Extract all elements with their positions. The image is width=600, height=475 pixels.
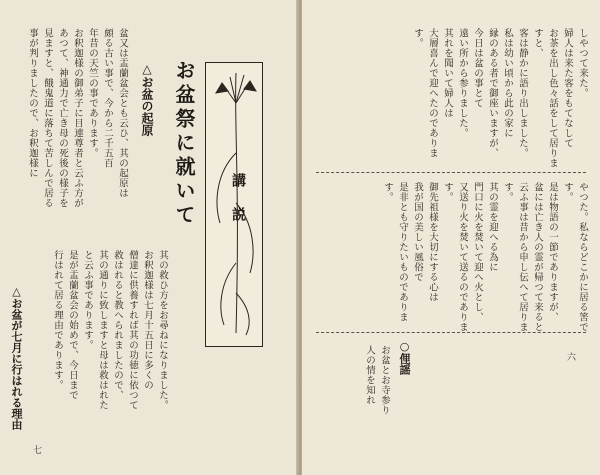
body-line: 婦人は来た客をもてなして [562,28,573,148]
note-body [332,345,392,445]
body-line: 其の霊を迎へる為に [487,182,498,272]
body-line: 今日は盆の事とて [472,28,483,108]
section2-body-extra [178,350,198,450]
banner-title: 講説 [230,173,246,241]
divider [316,172,586,173]
body-line: お釈迦様は七月十五日に多くの [142,250,153,390]
body-line: 其れを聞いて婦人は [442,28,453,118]
body-line: 行はれて居る理由であります。 [52,250,63,390]
note-heading: ○俚謡 [398,340,411,375]
body-line: 事が判りましたので、お釈迦様に [27,28,38,178]
body-line: 見ますと、餓鬼道に落ちて苦しんで居る [42,28,53,208]
body-line: 大層喜んで迎へたのであります。 [412,28,438,158]
body-line: 遠い所から参りました。 [457,28,468,138]
note-line: 人の情を知れ [364,345,375,405]
body-line: 客は静かに語り出しました。 [517,28,528,158]
body-line: 是は物語の一節でありますが、 [547,182,558,322]
body-line: やつた。私ならどこかに居る筈です。 [562,182,588,332]
body-line: と云ふ事であります。 [82,250,93,350]
body-line: 是が盂蘭盆会の始めで、今日まで [67,250,78,400]
section1-body [20,28,130,238]
body-line: 門口に火を焚いて迎へ火とし、 [472,182,483,322]
body-line: 盆又は盂蘭盆会とも云ひ、其の起原は [117,28,128,198]
title-banner [205,62,263,347]
left-page [0,0,298,475]
body-line: 是非とも守りたいものであります。 [382,182,408,322]
body-line: しやつて来た。 [577,28,588,98]
page-number-left: 七 [31,445,41,454]
right-body-lower [314,182,590,332]
section1-heading: △お盆の起原 [140,62,154,136]
section2-body [20,250,170,450]
body-line: 年昔の天竺の事であります。 [87,28,98,158]
body-line: 盆には亡き人の霊が帰つて来ると [532,182,543,332]
page-number-right: 六 [565,352,575,361]
body-line: 又送り火を焚いて送るのであります。 [442,182,468,332]
right-page [302,0,600,475]
divider [316,332,586,333]
body-line: 御先祖様を大切にする心は [427,182,438,302]
right-body-upper [314,28,590,168]
main-title: お盆祭に就いて [172,60,196,228]
body-line: 縁のある者で御座いますが、 [487,28,498,158]
section2-heading: △お盆が七月に行はれる理由 [10,285,23,430]
body-line: 其の通りに致しますと母は救はれた [97,250,108,410]
note-line: お盆とお寺参り [379,345,390,415]
body-line: 我が国の美しい風俗で [412,182,423,282]
body-line: 私は幼い頃から此の家に [502,28,513,138]
body-line: 云ふ事は昔から申し伝へて居ります。 [502,182,528,332]
body-line: 僧達に供養すれば其の功徳に依つて [127,250,138,410]
body-line: 頗る古い事で、今から二千五百 [102,28,113,168]
body-line: あつて、神通力で亡き母の死後の様子を [57,28,68,208]
body-line: 其の救ひ方をお尋ねになりました。 [157,250,168,410]
body-line: お釈迦様の御弟子に目連尊者と云ふ方が [72,28,83,208]
body-line: お茶を出し色々話をして居りますと、 [532,28,558,168]
body-line: 救はれると教へられましたので、 [112,250,123,400]
